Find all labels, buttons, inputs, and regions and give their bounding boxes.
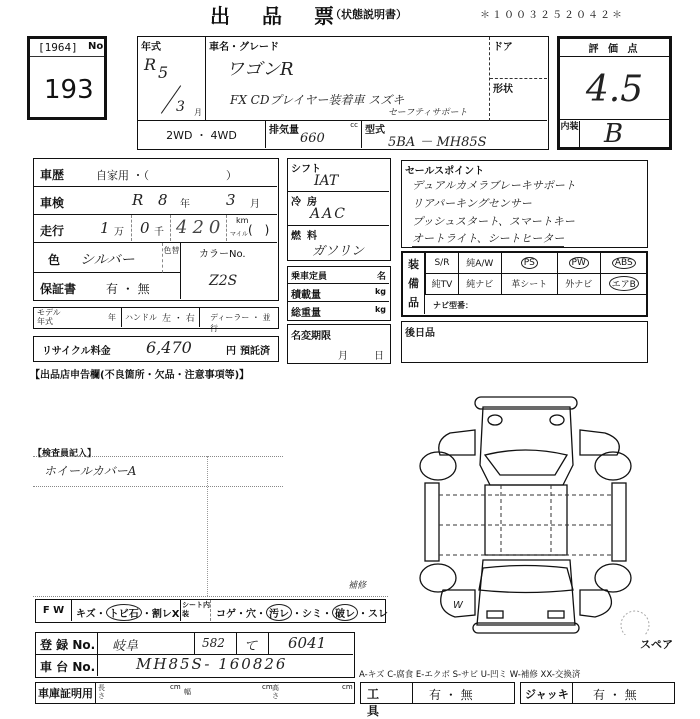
chassis-value: MH85S- 160826 [136, 655, 288, 673]
garage-unit: cm [342, 683, 353, 691]
score-box [557, 36, 672, 150]
inspection-label: 車検 [40, 196, 65, 210]
equipment-item: 純ナビ [458, 273, 501, 294]
mileage-divider [170, 215, 171, 241]
inspector-line [33, 486, 283, 487]
inspector-label: 【検査員記入】 [33, 449, 97, 459]
seat-damage-item: 穴 [246, 609, 256, 620]
door-cell [490, 37, 547, 79]
damage-legend: A-キズ C-腐食 E-エクボ S-サビ U-凹ミ W-補修 XX-交換済 [359, 670, 581, 680]
sales-points-label: セールスポイント [405, 166, 485, 177]
warranty-row [34, 273, 180, 301]
drive-type: 2WD ・ 4WD [138, 121, 266, 148]
color-row [34, 243, 179, 273]
lot-divider [30, 56, 104, 57]
garage-unit: cm [262, 683, 273, 691]
ac-cell [288, 192, 389, 226]
inspection-month-unit: 月 [250, 199, 260, 210]
model-year-label: モデル年式 [37, 308, 61, 326]
handle-label: ハンドル [125, 313, 157, 322]
displacement-label: 排気量 [269, 125, 299, 136]
name-change-month: 月 [338, 351, 348, 362]
model-cell [362, 121, 547, 148]
inspection-year-unit: 年 [180, 199, 190, 210]
car-name: ワゴンR [226, 59, 294, 80]
glass-damage-item: 割レX [151, 609, 180, 620]
recycle-label: リサイクル料金 [42, 346, 111, 357]
car-grade: FX CDプレイヤー装着車 スズキ [230, 93, 405, 107]
fw-label: F W [36, 600, 72, 621]
car-name-cell [206, 37, 490, 121]
mileage-unit-mile: マイル [230, 231, 248, 238]
model-year-unit: 年 [108, 313, 116, 322]
sales-point-item: リアパーキングセンサー [412, 197, 532, 210]
front-window [479, 566, 573, 593]
recycle-status: 預託済 [240, 346, 270, 357]
score-label: 評 価 点 [560, 39, 669, 57]
seat-label: シート内装 [182, 601, 210, 618]
jack-box [520, 682, 675, 704]
displacement-value: 660 [300, 131, 325, 146]
equipment-item: PW [557, 252, 600, 273]
sales-point-item: オートライト、シートヒーター [412, 232, 565, 245]
registration-class: 582 [202, 636, 225, 650]
name-change-day: 日 [374, 351, 384, 362]
history-label: 車歴 [40, 168, 65, 182]
rear-light [488, 415, 502, 425]
registration-label: 登 録 No. [36, 633, 98, 654]
model-year-cell [34, 308, 122, 327]
recycle-value: 6,470 [146, 338, 192, 357]
glass-damage: キズ・ トビ石 ・割レX [76, 604, 180, 621]
year-month: 3 [176, 99, 185, 115]
registration-row [36, 633, 353, 655]
seller-notes-label: 【出品店申告欄(不良箇所・欠品・注意事項等)】 [30, 370, 250, 381]
mileage-row [34, 215, 277, 243]
equipment-item: 外ナビ [557, 273, 600, 294]
inspection-year: 8 [158, 191, 168, 209]
mileage-man: 1 [100, 219, 110, 237]
color-no-label: カラーNo. [199, 249, 246, 260]
model-year-row [33, 307, 279, 333]
mileage-paren: ( ) [248, 223, 270, 237]
later-items-box [401, 321, 648, 363]
lot-no-label: No [88, 41, 104, 52]
load-unit: kg [374, 287, 386, 296]
capacity-box [287, 266, 391, 321]
garage-row [35, 682, 355, 704]
name-change-box [287, 324, 391, 364]
registration-box [35, 632, 355, 678]
car-name-label: 車名・グレード [209, 42, 279, 53]
warranty-value: 有 ・ 無 [106, 282, 150, 296]
mileage-rest: 420 [176, 217, 226, 238]
left-side [425, 483, 439, 561]
rear-window [485, 450, 567, 475]
barcode-number: ＊１００３２５２０４２＊ [480, 10, 624, 21]
session-number: [1964] [38, 41, 78, 54]
left-rear-fender [439, 430, 475, 455]
recycle-unit: 円 [226, 346, 236, 357]
color-label: 色 [48, 253, 61, 267]
mileage-divider [226, 215, 227, 241]
mileage-label: 走行 [40, 224, 65, 238]
year-value: 5 [158, 63, 169, 82]
equipment-box [401, 251, 648, 317]
wheel [595, 452, 631, 480]
rear-light [550, 415, 564, 425]
sales-points-box [401, 160, 648, 248]
ac-label: 冷房 [291, 197, 323, 208]
gross-label: 総重量 [291, 308, 321, 319]
score-value: 4.5 [585, 68, 644, 110]
inspection-month: 3 [226, 191, 236, 209]
equipment-item: PS [501, 252, 557, 273]
load-row [288, 284, 389, 302]
dealer-value: ディーラー ・ 並行 [210, 313, 271, 333]
equipment-item: 純A/W [458, 252, 501, 273]
tools-value: 有 ・ 無 [429, 688, 473, 702]
color-change-label: 色替 [162, 243, 180, 273]
registration-number: 6041 [288, 634, 327, 652]
year-month-unit: 月 [194, 108, 202, 117]
seat-damage-item: コゲ [216, 609, 236, 620]
displacement-unit: cc [350, 121, 358, 129]
door-label: ドア [493, 42, 513, 53]
history-row [34, 159, 277, 187]
garage-length: 長さ [98, 684, 105, 700]
model-value: 5BA － MH85S [388, 135, 487, 150]
shift-box [287, 158, 391, 261]
year-label: 年式 [141, 42, 161, 53]
year-cell [138, 37, 206, 121]
equipment-label: 装備品 [403, 253, 425, 314]
later-items-label: 後日品 [405, 328, 435, 339]
color-no-cell [180, 243, 277, 299]
seat-damage: コゲ・穴・ 汚レ ・シミ・ 破レ ・スレ [216, 604, 388, 621]
damage-mark: W [453, 600, 463, 611]
vehicle-info-box [137, 36, 549, 150]
equipment-item: ABS [600, 252, 647, 273]
car-grade-2: セーフティサポート [388, 108, 468, 118]
wheel [420, 452, 456, 480]
mileage-sen: 0 [140, 219, 150, 237]
sales-point-item: デュアルカメラブレーキサポート [412, 179, 576, 192]
ac-value: AAC [310, 206, 347, 222]
model-label: 型式 [365, 125, 385, 136]
load-label: 積載量 [291, 290, 321, 301]
equipment-item: S/R [426, 252, 459, 273]
rear-body [480, 407, 573, 485]
inspector-text: ホイールカバーA [44, 464, 137, 478]
interior-label: 内装 [560, 121, 580, 147]
shape-cell [490, 79, 547, 121]
garage-width: 幅 [184, 688, 191, 696]
wheel [420, 564, 456, 592]
registration-divider [194, 633, 195, 654]
headlight [548, 611, 564, 618]
inspector-divider [207, 456, 208, 596]
inspector-line [33, 596, 388, 597]
mileage-divider [131, 215, 132, 241]
car-diagram [395, 385, 695, 635]
gross-unit: kg [374, 305, 386, 314]
fuel-cell [288, 226, 389, 259]
registration-divider [268, 633, 269, 654]
history-value: 自家用 ・（ ） [96, 169, 237, 182]
equipment-item: エアB [600, 273, 647, 294]
shift-label: シフト [291, 164, 321, 175]
seat-damage-item: 汚レ [266, 604, 292, 621]
capacity-unit: 名 [376, 272, 386, 282]
seat-damage-item: スレ [368, 609, 388, 620]
sales-point-item: プッシュスタート、スマートキー [412, 215, 575, 228]
garage-unit: cm [170, 683, 181, 691]
fuel-label: 燃料 [291, 231, 323, 242]
inspection-row [34, 187, 277, 215]
sheet-subtitle: （状態説明書） [330, 8, 407, 21]
glass-damage-item: キズ [76, 609, 96, 620]
equipment-table [425, 252, 648, 295]
right-rear-fender [580, 430, 619, 455]
registration-region: 岐阜 [112, 639, 139, 654]
damage-annotation: 補修 [348, 581, 367, 591]
inspector-line [33, 456, 283, 457]
fuel-value: ガソリン [312, 244, 365, 259]
capacity-label: 乗車定員 [291, 272, 328, 282]
tools-box [360, 682, 515, 718]
chassis-label: 車 台 No. [36, 655, 98, 676]
headlight [487, 611, 503, 618]
shape-label: 形状 [493, 84, 513, 95]
details-box [33, 158, 279, 301]
shift-cell [288, 159, 389, 192]
jack-label: ジャッキ [521, 683, 573, 703]
lot-box [27, 36, 107, 120]
spare-label: スペア [640, 638, 673, 651]
color-value: シルバー [80, 252, 135, 268]
inspection-era: R [132, 191, 144, 209]
spare-tire [621, 611, 649, 635]
wheel [595, 564, 631, 592]
year-era: R [144, 55, 157, 74]
lot-number: 193 [44, 75, 94, 105]
garage-height: 高さ [272, 684, 279, 700]
handle-value: 左 ・ 右 [162, 314, 195, 324]
name-change-label: 名変期限 [291, 331, 331, 342]
equipment-item: 純TV [426, 273, 459, 294]
damage-divider [210, 600, 211, 621]
warranty-label: 保証書 [40, 282, 77, 296]
damage-row [35, 599, 386, 623]
interior-value: B [604, 119, 624, 149]
mileage-man-unit: 万 [114, 227, 124, 238]
registration-kana: て [244, 639, 258, 654]
equipment-item: 革シート [501, 273, 557, 294]
tools-label: 工 具 [361, 683, 413, 703]
nav-model-label: ナビ型番： [433, 301, 473, 310]
right-side [612, 483, 626, 561]
displacement-cell [266, 121, 362, 148]
jack-value: 有 ・ 無 [593, 688, 637, 702]
mileage-sen-unit: 千 [154, 227, 164, 238]
sheet-title: 出 品 票 [210, 4, 340, 28]
mileage-unit-km: km [236, 216, 249, 225]
damage-divider [180, 600, 181, 621]
right-front-fender [580, 590, 611, 617]
seat-damage-item: シミ [302, 609, 322, 620]
garage-label: 車庫証明用 [36, 683, 96, 703]
seat-damage-item: 破レ [332, 604, 358, 621]
recycle-row [33, 336, 279, 362]
capacity-row [288, 267, 389, 284]
handle-cell [122, 308, 200, 327]
shift-value: IAT [314, 173, 339, 189]
color-no-value: Z2S [209, 273, 238, 289]
glass-damage-item: トビ石 [106, 604, 142, 621]
registration-divider [236, 633, 237, 654]
gross-row [288, 302, 389, 319]
